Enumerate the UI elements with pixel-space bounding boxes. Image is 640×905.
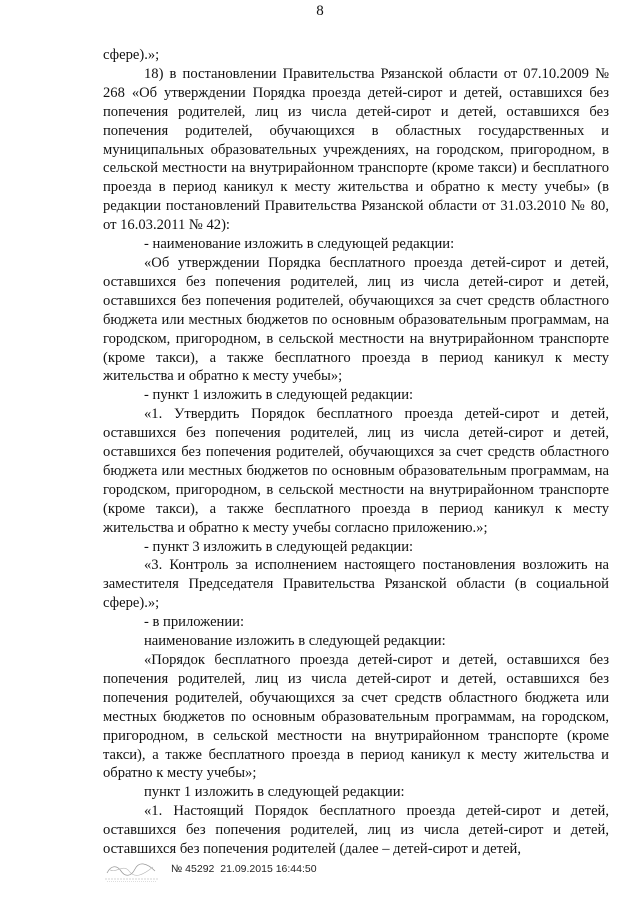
paragraph-6: «1. Утвердить Порядок бесплатного проезда детей-сирот и детей, оставшихся без попечения родителей, лиц из числа детей-сирот и детей, оставшихся без попечения родителей, обучающихся за счет средств областного бюджета или местных бюджетов по основным образовательным программам, на городском, пригородном, в сельской местности на внутрирайонном транспорте (кроме такси), а также бесплатного проезда в период каникул к месту жительства и обратно к месту учебы согласно приложению.»; xyxy=(103,406,609,536)
paragraph-13: «1. Настоящий Порядок бесплатного проезда детей-сирот и детей, оставшихся без попечения родителей, лиц из числа детей-сирот и детей, оставшихся без попечения родителей (далее – детей-сирот и детей, xyxy=(103,803,609,858)
paragraph-9: - в приложении: xyxy=(144,614,245,631)
document-footer xyxy=(103,859,403,885)
registration-stamp-icon xyxy=(103,859,161,883)
paragraph-7: - пункт 3 изложить в следующей редакции: xyxy=(144,538,414,555)
footer-timestamp: 21.09.2015 16:44:50 xyxy=(220,863,317,875)
paragraph-8: «3. Контроль за исполнением настоящего постановления возложить на заместителя Председателя Правительства Рязанской области (в социальной сфере).»; xyxy=(103,557,609,612)
page-number: 8 xyxy=(316,3,324,19)
paragraph-4: «Об утверждении Порядка бесплатного проезда детей-сирот и детей, оставшихся без попечения родителей, лиц из числа детей-сирот и детей, оставшихся без попечения родителей, обучающихся за счет средств областного бюджета или местных бюджетов по основным образовательным программам, на городском, пригородном, в сельской местности на внутрирайонном транспорте (кроме такси), а также бесплатного проезда в период каникул к месту жительства и обратно к месту учебы»; xyxy=(103,254,609,385)
paragraph-10: наименование изложить в следующей редакции: xyxy=(144,633,446,650)
footer-registration-info xyxy=(171,863,317,875)
footer-doc-number: № 45292 xyxy=(171,863,215,875)
paragraph-12: пункт 1 изложить в следующей редакции: xyxy=(144,784,405,801)
paragraph-2: 18) в постановлении Правительства Рязанской области от 07.10.2009 № 268 «Об утверждении Порядка проезда детей-сирот и детей, оставшихся без попечения родителей, лиц из числа детей-сирот и детей, оставшихся без попечения родителей, обучающихся в областных государственных и муниципальных образовательных учреждениях, на городском, пригородном, в сельской местности на внутрирайонном транспорте (кроме такси) и бесплатного проезда в период каникул к месту жительства и обратно к месту учебы» (в редакции постановлений Правительства Рязанской области от 31.03.2010 № 80, от 16.03.2011 № 42): xyxy=(103,65,609,234)
paragraph-5: - пункт 1 изложить в следующей редакции: xyxy=(144,387,414,404)
paragraph-1: сфере).»; xyxy=(103,47,160,63)
document-body xyxy=(103,46,609,859)
paragraph-3: - наименование изложить в следующей редакции: xyxy=(144,236,455,253)
paragraph-11: «Порядок бесплатного проезда детей-сирот и детей, оставшихся без попечения родителей, лиц из числа детей-сирот и детей, оставшихся без попечения родителей, обучающихся за счет средств областного бюджета или местных бюджетов по основным образовательным программам, на городском, пригородном, в сельской местности на внутрирайонном транспорте (кроме такси), а также бесплатного проезда в период каникул к месту жительства и обратно к месту учебы»; xyxy=(103,652,609,782)
